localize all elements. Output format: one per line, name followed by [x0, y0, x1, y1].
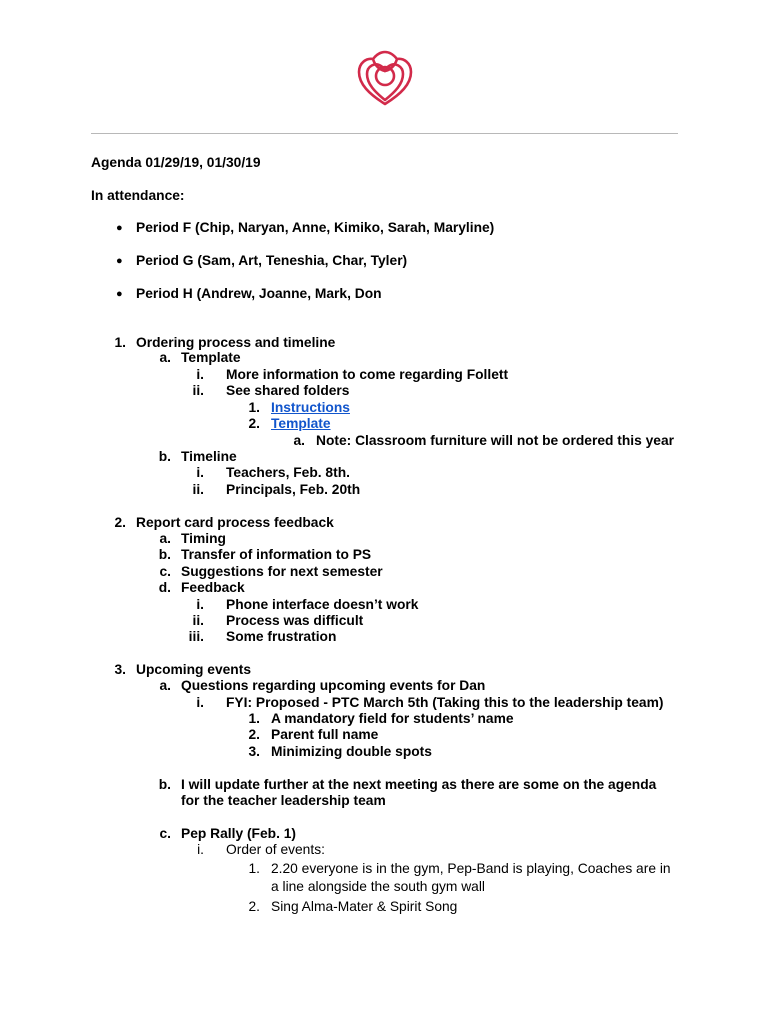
list-marker: i. — [196, 465, 204, 480]
section-title: Ordering process and timeline — [136, 335, 336, 350]
list-item-continuation: a line alongside the south gym wall — [271, 879, 485, 894]
list-marker: c. — [159, 564, 171, 579]
list-item: Principals, Feb. 20th — [226, 482, 361, 497]
attendance-heading: In attendance: — [91, 188, 185, 203]
list-item: Template — [181, 350, 241, 365]
list-marker: 2. — [248, 416, 260, 431]
bullet-icon: ● — [116, 288, 123, 300]
horizontal-rule — [91, 133, 678, 134]
list-item: Minimizing double spots — [271, 744, 432, 759]
list-marker: i. — [197, 842, 204, 857]
section-number: 1. — [114, 335, 126, 350]
agenda-title: Agenda 01/29/19, 01/30/19 — [91, 155, 261, 170]
list-item-continuation: for the teacher leadership team — [181, 793, 386, 808]
list-item: I will update further at the next meeting as there are some on the agenda — [181, 777, 657, 792]
section-title: Upcoming events — [136, 662, 251, 677]
bullet-icon: ● — [116, 222, 123, 234]
list-marker: 1. — [248, 711, 260, 726]
list-item: A mandatory field for students’ name — [271, 711, 514, 726]
list-marker: i. — [196, 695, 204, 710]
list-marker: c. — [159, 826, 171, 841]
list-marker: i. — [196, 597, 204, 612]
list-marker: ii. — [192, 383, 204, 398]
list-marker: ii. — [192, 482, 204, 497]
list-marker: a. — [159, 531, 171, 546]
list-item: Some frustration — [226, 629, 337, 644]
list-item: Phone interface doesn’t work — [226, 597, 419, 612]
list-marker: d. — [158, 580, 171, 595]
list-item: FYI: Proposed - PTC March 5th (Taking this to the leadership team) — [226, 695, 664, 710]
list-marker: 2. — [248, 727, 260, 742]
list-item: 2.20 everyone is in the gym, Pep-Band is playing, Coaches are in — [271, 861, 671, 876]
list-marker: 1. — [248, 400, 260, 415]
list-item: Timing — [181, 531, 226, 546]
section-title: Report card process feedback — [136, 515, 334, 530]
list-marker: 1. — [248, 861, 260, 876]
attendance-item: Period H (Andrew, Joanne, Mark, Don — [136, 286, 382, 301]
list-marker: a. — [159, 350, 171, 365]
list-item: Pep Rally (Feb. 1) — [181, 826, 297, 841]
list-marker: 3. — [248, 744, 260, 759]
list-item: Timeline — [181, 449, 237, 464]
bullet-icon: ● — [116, 255, 123, 267]
list-item: Process was difficult — [226, 613, 364, 628]
list-item: Parent full name — [271, 727, 379, 742]
list-marker: a. — [293, 433, 305, 448]
list-item: Questions regarding upcoming events for Dan — [181, 678, 486, 693]
list-item: Note: Classroom furniture will not be ordered this year — [316, 433, 675, 448]
list-item: Order of events: — [226, 842, 325, 857]
list-item: Teachers, Feb. 8th. — [226, 465, 350, 480]
list-item: See shared folders — [226, 383, 350, 398]
list-marker: i. — [196, 367, 204, 382]
template-link[interactable]: Template — [271, 416, 331, 431]
list-marker: ii. — [192, 613, 204, 628]
list-marker: a. — [159, 678, 171, 693]
list-marker: iii. — [188, 629, 204, 644]
list-marker: b. — [158, 547, 171, 562]
list-marker: 2. — [248, 899, 260, 914]
attendance-item: Period F (Chip, Naryan, Anne, Kimiko, Sarah, Maryline) — [136, 220, 495, 235]
list-item: Suggestions for next semester — [181, 564, 383, 579]
list-item: More information to come regarding Follett — [226, 367, 509, 382]
attendance-item: Period G (Sam, Art, Teneshia, Char, Tyler) — [136, 253, 408, 268]
list-item: Transfer of information to PS — [181, 547, 372, 562]
section-number: 3. — [114, 662, 126, 677]
lotus-heart-logo-icon — [355, 50, 415, 106]
instructions-link[interactable]: Instructions — [271, 400, 350, 415]
list-marker: b. — [158, 777, 171, 792]
list-item: Feedback — [181, 580, 245, 595]
section-number: 2. — [114, 515, 126, 530]
list-marker: b. — [158, 449, 171, 464]
list-item: Sing Alma-Mater & Spirit Song — [271, 899, 458, 914]
